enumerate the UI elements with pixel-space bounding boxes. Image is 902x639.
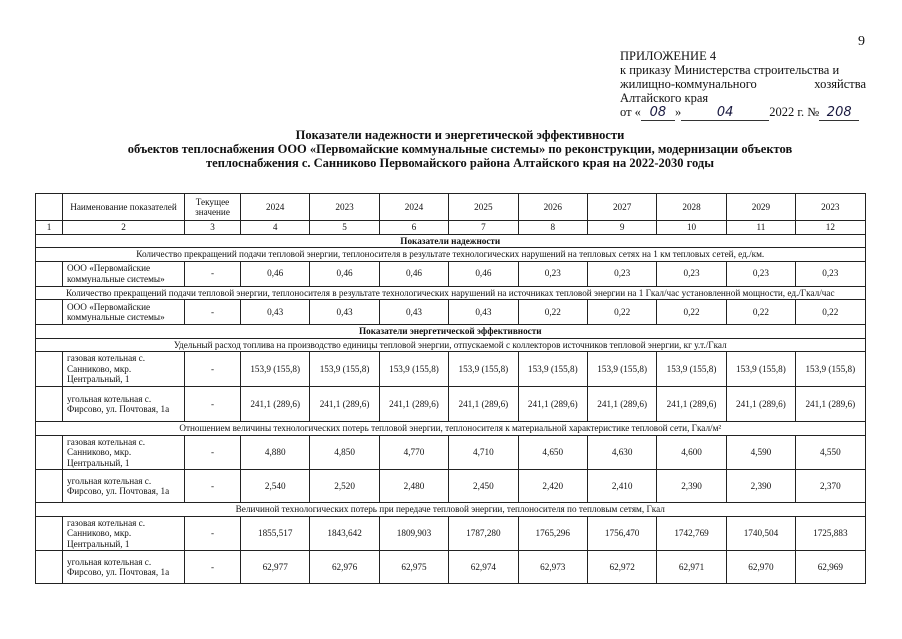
- header-cell: 2023: [796, 194, 865, 221]
- row-value: 0,23: [587, 261, 656, 286]
- row-value: 0,46: [241, 261, 310, 286]
- group-title: Количество прекращений подачи тепловой энергии, теплоносителя в результате технологических нарушений на источниках тепловой энергии на 1 Гкал/час установленной мощности, ед./Гкал/час: [36, 286, 866, 300]
- table-row: [36, 234, 866, 248]
- row-value: 2,370: [796, 470, 865, 503]
- row-value: 153,9 (155,8): [518, 352, 587, 387]
- row-value: 4,850: [310, 435, 379, 470]
- row-value: 153,9 (155,8): [241, 352, 310, 387]
- row-value: 0,22: [518, 300, 587, 325]
- row-value: 62,974: [449, 551, 518, 584]
- row-value: 241,1 (289,6): [379, 387, 448, 422]
- column-number-cell: 1: [36, 221, 63, 235]
- row-value: 241,1 (289,6): [518, 387, 587, 422]
- row-value: 153,9 (155,8): [657, 352, 726, 387]
- header-cell: 2024: [379, 194, 448, 221]
- row-value: 62,970: [726, 551, 795, 584]
- row-value: 4,600: [657, 435, 726, 470]
- row-value: 4,590: [726, 435, 795, 470]
- row-value: 241,1 (289,6): [310, 387, 379, 422]
- appendix-title: ПРИЛОЖЕНИЕ 4: [620, 49, 717, 63]
- title-line1: Показатели надежности и энергетической эффективности: [295, 128, 625, 142]
- row-value: 62,972: [587, 551, 656, 584]
- row-value: 62,969: [796, 551, 865, 584]
- header-cell: Текущее значение: [185, 194, 241, 221]
- column-number-cell: 2: [63, 221, 185, 235]
- row-value: 2,420: [518, 470, 587, 503]
- table-row: [36, 221, 866, 235]
- column-number-cell: 8: [518, 221, 587, 235]
- row-current-value: -: [185, 387, 241, 422]
- row-value: 62,976: [310, 551, 379, 584]
- row-value: 2,520: [310, 470, 379, 503]
- row-name: ООО «Первомайские коммунальные системы»: [63, 261, 185, 286]
- header-cell-blank: [36, 194, 63, 221]
- column-number-cell: 3: [185, 221, 241, 235]
- row-current-value: -: [185, 352, 241, 387]
- row-value: 62,971: [657, 551, 726, 584]
- row-current-value: -: [185, 435, 241, 470]
- row-value: 1843,642: [310, 516, 379, 551]
- document-title: [40, 128, 880, 170]
- row-value: 241,1 (289,6): [587, 387, 656, 422]
- row-value: 0,46: [379, 261, 448, 286]
- row-value: 241,1 (289,6): [657, 387, 726, 422]
- row-value: 2,390: [657, 470, 726, 503]
- row-value: 0,23: [657, 261, 726, 286]
- row-blank-cell: [36, 352, 63, 387]
- row-value: 1725,883: [796, 516, 865, 551]
- row-blank-cell: [36, 516, 63, 551]
- column-number-cell: 12: [796, 221, 865, 235]
- row-value: 0,43: [449, 300, 518, 325]
- header-cell: 2027: [587, 194, 656, 221]
- row-current-value: -: [185, 516, 241, 551]
- date-day-handwritten: 08: [641, 106, 675, 121]
- row-value: 1787,280: [449, 516, 518, 551]
- table-row: [36, 435, 866, 470]
- row-value: 153,9 (155,8): [449, 352, 518, 387]
- row-name: газовая котельная с. Санниково, мкр. Центральный, 1: [63, 435, 185, 470]
- row-name: газовая котельная с. Санниково, мкр. Центральный, 1: [63, 516, 185, 551]
- table-row: [36, 503, 866, 517]
- group-title: Отношением величины технологических потерь тепловой энергии, теплоносителя к материальной характеристике тепловой сети, Гкал/м²: [36, 422, 866, 436]
- appendix-line2: [620, 77, 866, 91]
- row-value: 2,540: [241, 470, 310, 503]
- header-cell: 2026: [518, 194, 587, 221]
- table-row: [36, 300, 866, 325]
- column-number-cell: 9: [587, 221, 656, 235]
- row-value: 0,22: [587, 300, 656, 325]
- group-title: Величиной технологических потерь при передаче тепловой энергии, теплоносителя по тепловым сетям, Гкал: [36, 503, 866, 517]
- row-name: ООО «Первомайские коммунальные системы»: [63, 300, 185, 325]
- table-row: [36, 194, 866, 221]
- row-blank-cell: [36, 551, 63, 584]
- row-blank-cell: [36, 435, 63, 470]
- row-value: 241,1 (289,6): [241, 387, 310, 422]
- table-row: [36, 551, 866, 584]
- row-value: 0,43: [241, 300, 310, 325]
- row-blank-cell: [36, 387, 63, 422]
- row-blank-cell: [36, 470, 63, 503]
- row-current-value: -: [185, 300, 241, 325]
- row-value: 0,23: [726, 261, 795, 286]
- group-title: Удельный расход топлива на производство единицы тепловой энергии, отпускаемой с коллекторов источников тепловой энергии, кг у.т./Гкал: [36, 338, 866, 352]
- indicators-table-body: [36, 194, 866, 584]
- table-row: [36, 470, 866, 503]
- header-cell: 2028: [657, 194, 726, 221]
- column-number-cell: 5: [310, 221, 379, 235]
- column-number-cell: 7: [449, 221, 518, 235]
- row-value: 1742,769: [657, 516, 726, 551]
- row-value: 2,480: [379, 470, 448, 503]
- row-value: 2,450: [449, 470, 518, 503]
- appendix-block: [620, 49, 866, 121]
- row-value: 62,973: [518, 551, 587, 584]
- header-cell: 2023: [310, 194, 379, 221]
- row-value: 153,9 (155,8): [379, 352, 448, 387]
- table-row: [36, 325, 866, 339]
- date-mid: »: [674, 105, 682, 119]
- order-number-handwritten: 208: [819, 106, 859, 121]
- appendix-line1-text: к приказу Министерства строительства и: [620, 63, 840, 77]
- header-cell: 2025: [449, 194, 518, 221]
- row-blank-cell: [36, 261, 63, 286]
- row-value: 0,23: [518, 261, 587, 286]
- row-value: 241,1 (289,6): [726, 387, 795, 422]
- column-number-cell: 11: [726, 221, 795, 235]
- row-name: газовая котельная с. Санниково, мкр. Центральный, 1: [63, 352, 185, 387]
- appendix-line3: Алтайского края: [620, 91, 709, 105]
- row-value: 1765,296: [518, 516, 587, 551]
- row-value: 2,410: [587, 470, 656, 503]
- column-number-cell: 10: [657, 221, 726, 235]
- table-row: [36, 387, 866, 422]
- appendix-line1: [620, 63, 866, 77]
- row-value: 4,880: [241, 435, 310, 470]
- header-cell: 2029: [726, 194, 795, 221]
- row-value: 62,977: [241, 551, 310, 584]
- date-year-text: 2022 г. №: [769, 105, 820, 119]
- table-row: [36, 422, 866, 436]
- row-current-value: -: [185, 261, 241, 286]
- date-month-handwritten: 04: [681, 106, 769, 121]
- row-value: 153,9 (155,8): [726, 352, 795, 387]
- row-current-value: -: [185, 470, 241, 503]
- page-number: 9: [858, 34, 865, 49]
- row-value: 241,1 (289,6): [449, 387, 518, 422]
- row-current-value: -: [185, 551, 241, 584]
- row-value: 0,22: [726, 300, 795, 325]
- row-value: 0,46: [310, 261, 379, 286]
- title-line2: объектов теплоснабжения ООО «Первомайские коммунальные системы» по реконструкции, модернизации объектов: [127, 142, 793, 156]
- row-value: 0,43: [310, 300, 379, 325]
- row-value: 4,550: [796, 435, 865, 470]
- section-title: Показатели энергетической эффективности: [36, 325, 866, 339]
- row-value: 1756,470: [587, 516, 656, 551]
- row-value: 0,46: [449, 261, 518, 286]
- row-value: 241,1 (289,6): [796, 387, 865, 422]
- table-row: [36, 286, 866, 300]
- row-value: 4,650: [518, 435, 587, 470]
- column-number-cell: 6: [379, 221, 448, 235]
- section-title: Показатели надежности: [36, 234, 866, 248]
- appendix-line2-right: хозяйства: [814, 77, 866, 91]
- header-cell: 2024: [241, 194, 310, 221]
- row-value: 0,22: [796, 300, 865, 325]
- row-value: 4,710: [449, 435, 518, 470]
- row-value: 4,630: [587, 435, 656, 470]
- row-name: угольная котельная с. Фирсово, ул. Почтовая, 1а: [63, 551, 185, 584]
- appendix-date-line: [620, 105, 866, 121]
- row-blank-cell: [36, 300, 63, 325]
- row-value: 0,22: [657, 300, 726, 325]
- row-value: 2,390: [726, 470, 795, 503]
- header-cell: Наименование показателей: [63, 194, 185, 221]
- row-value: 1855,517: [241, 516, 310, 551]
- row-name: угольная котельная с. Фирсово, ул. Почтовая, 1а: [63, 470, 185, 503]
- table-row: [36, 352, 866, 387]
- row-value: 153,9 (155,8): [310, 352, 379, 387]
- table-row: [36, 248, 866, 262]
- title-line3: теплоснабжения с. Санниково Первомайского района Алтайского края на 2022-2030 годы: [206, 156, 714, 170]
- table-row: [36, 261, 866, 286]
- row-value: 4,770: [379, 435, 448, 470]
- row-value: 0,43: [379, 300, 448, 325]
- table-row: [36, 516, 866, 551]
- row-value: 153,9 (155,8): [587, 352, 656, 387]
- row-value: 153,9 (155,8): [796, 352, 865, 387]
- row-value: 0,23: [796, 261, 865, 286]
- table-row: [36, 338, 866, 352]
- group-title: Количество прекращений подачи тепловой энергии, теплоносителя в результате технологических нарушений на тепловых сетях на 1 км тепловых сетей, ед./км.: [36, 248, 866, 262]
- row-value: 1740,504: [726, 516, 795, 551]
- appendix-line2-left: жилищно-коммунального: [620, 77, 757, 91]
- row-value: 1809,903: [379, 516, 448, 551]
- indicators-table: [35, 193, 866, 584]
- row-name: угольная котельная с. Фирсово, ул. Почтовая, 1а: [63, 387, 185, 422]
- date-prefix: от «: [620, 105, 641, 119]
- row-value: 62,975: [379, 551, 448, 584]
- column-number-cell: 4: [241, 221, 310, 235]
